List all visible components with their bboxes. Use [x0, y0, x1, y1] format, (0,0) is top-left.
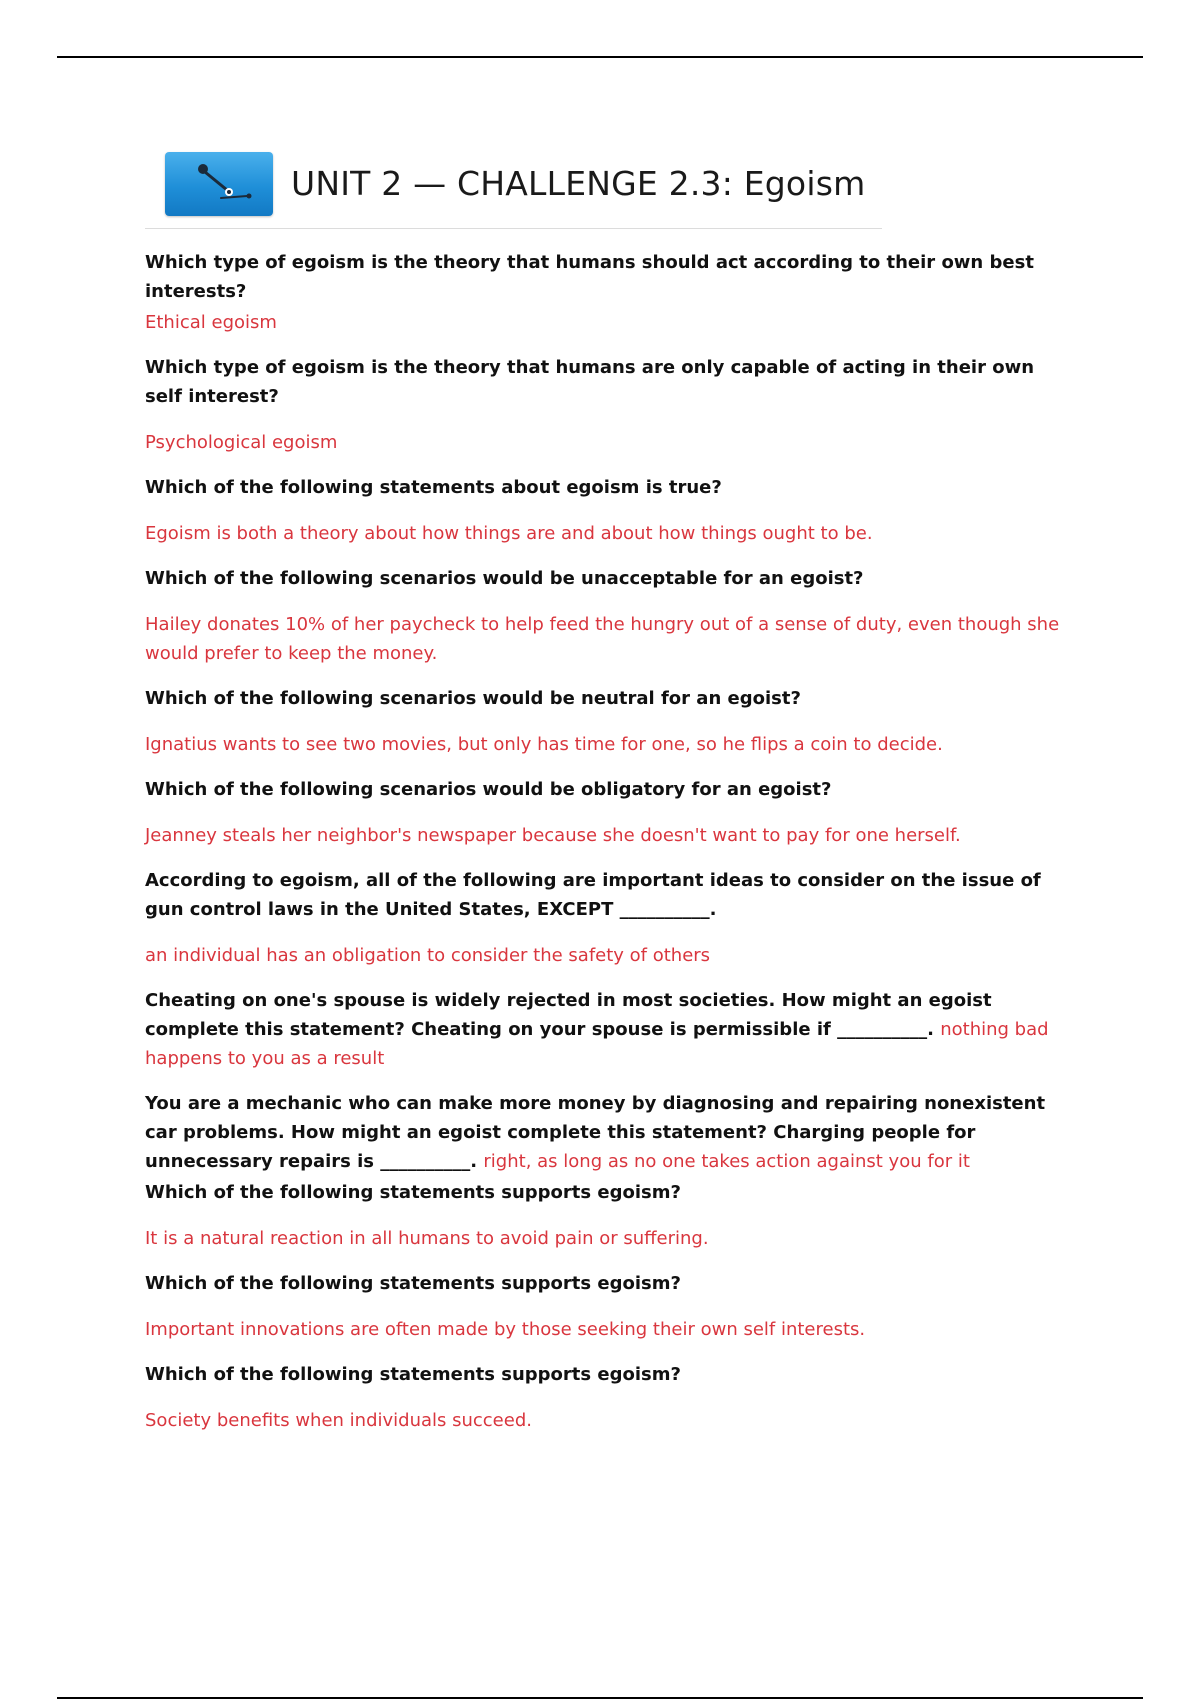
answer-4: Hailey donates 10% of her paycheck to help feed the hungry out of a sense of duty, even though she would prefer to keep the money. [145, 614, 1060, 664]
answer-10: It is a natural reaction in all humans to avoid pain or suffering. [145, 1228, 709, 1249]
answer-5: Ignatius wants to see two movies, but only has time for one, so he flips a coin to decide. [145, 734, 943, 755]
qa-list [145, 248, 1075, 1435]
answer-11: Important innovations are often made by those seeking their own self interests. [145, 1319, 866, 1340]
question-9 [145, 1089, 1075, 1176]
question-8-text: Cheating on one's spouse is widely rejected in most societies. How might an egoist complete this statement? Cheating on your spouse is permissible if __________. [145, 990, 992, 1040]
question-4: Which of the following scenarios would be unacceptable for an egoist? [145, 568, 864, 589]
question-3: Which of the following statements about egoism is true? [145, 477, 722, 498]
question-11: Which of the following statements supports egoism? [145, 1273, 681, 1294]
unit-icon [165, 152, 273, 216]
question-8 [145, 986, 1075, 1073]
answer-6: Jeanney steals her neighbor's newspaper because she doesn't want to pay for one herself. [145, 825, 961, 846]
unit-header [145, 150, 882, 229]
answer-2: Psychological egoism [145, 432, 338, 453]
question-6: Which of the following scenarios would be obligatory for an egoist? [145, 779, 832, 800]
answer-1: Ethical egoism [145, 312, 277, 333]
answer-3: Egoism is both a theory about how things are and about how things ought to be. [145, 523, 873, 544]
question-2: Which type of egoism is the theory that humans are only capable of acting in their own self interest? [145, 357, 1035, 407]
question-9-text: You are a mechanic who can make more money by diagnosing and repairing nonexistent car problems. How might an egoist complete this statement? Charging people for unnecessary repairs is __________. [145, 1093, 1046, 1172]
question-12: Which of the following statements supports egoism? [145, 1364, 681, 1385]
bottom-rule [57, 1697, 1143, 1699]
question-7: According to egoism, all of the following are important ideas to consider on the issue of gun control laws in the United States, EXCEPT __________. [145, 870, 1041, 920]
answer-8: nothing bad happens to you as a result [145, 1019, 1049, 1069]
top-rule [57, 56, 1143, 58]
answer-7: an individual has an obligation to consider the safety of others [145, 945, 711, 966]
answer-12: Society benefits when individuals succeed. [145, 1410, 532, 1431]
answer-9: right, as long as no one takes action against you for it [483, 1151, 970, 1172]
page-title: UNIT 2 — CHALLENGE 2.3: Egoism [291, 164, 866, 203]
question-1: Which type of egoism is the theory that humans should act according to their own best interests? [145, 252, 1034, 302]
question-5: Which of the following scenarios would be neutral for an egoist? [145, 688, 801, 709]
question-10: Which of the following statements supports egoism? [145, 1182, 681, 1203]
